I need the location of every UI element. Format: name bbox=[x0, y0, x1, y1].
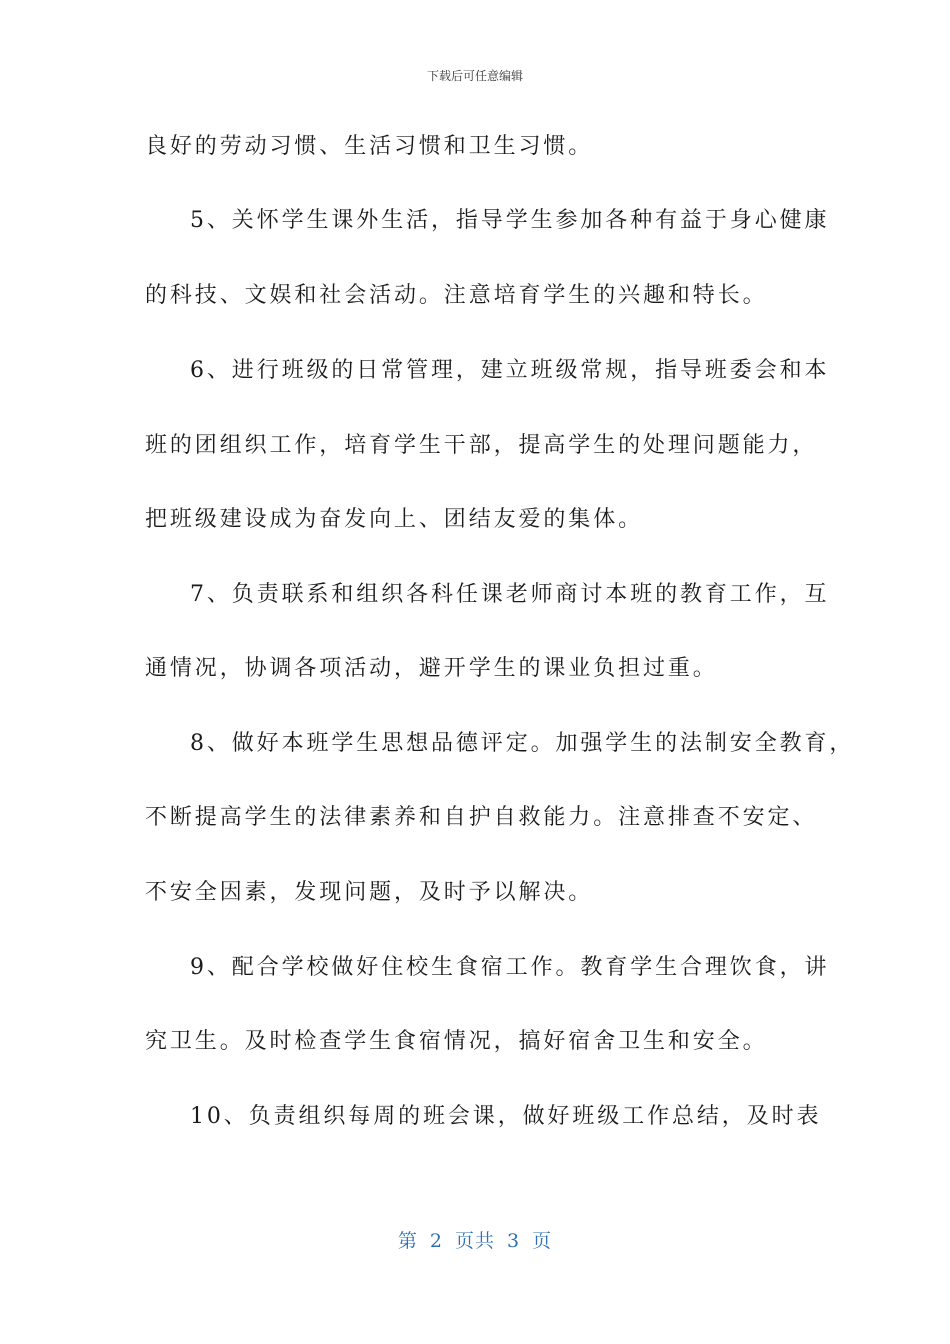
text-line: 良好的劳动习惯、生活习惯和卫生习惯。 bbox=[145, 134, 594, 159]
text-line: 5、关怀学生课外生活，指导学生参加各种有益于身心健康 bbox=[190, 208, 830, 233]
page-header-note: 下载后可任意编辑 bbox=[426, 69, 523, 83]
text-line: 9、配合学校做好住校生食宿工作。教育学生合理饮食，讲 bbox=[190, 955, 830, 980]
text-line: 班的团组织工作，培育学生干部，提高学生的处理问题能力， bbox=[145, 433, 818, 458]
footer-mid: 页共 bbox=[454, 1230, 495, 1252]
text-line: 通情况，协调各项活动，避开学生的课业负担过重。 bbox=[145, 656, 718, 681]
text-line: 不断提高学生的法律素养和自护自救能力。注意排查不安定、 bbox=[145, 805, 818, 830]
footer-prefix: 第 bbox=[397, 1230, 418, 1252]
text-line: 6、进行班级的日常管理，建立班级常规，指导班委会和本 bbox=[190, 358, 830, 383]
footer-suffix: 页 bbox=[532, 1230, 553, 1252]
text-line: 究卫生。及时检查学生食宿情况，搞好宿舍卫生和安全。 bbox=[145, 1029, 768, 1054]
text-line: 把班级建设成为奋发向上、团结友爱的集体。 bbox=[145, 507, 644, 532]
text-line: 7、负责联系和组织各科任课老师商讨本班的教育工作，互 bbox=[190, 582, 830, 607]
text-line: 10、负责组织每周的班会课，做好班级工作总结，及时表 bbox=[190, 1104, 822, 1129]
page-footer bbox=[0, 1226, 950, 1253]
footer-total-pages: 3 bbox=[507, 1230, 521, 1252]
text-line: 8、做好本班学生思想品德评定。加强学生的法制安全教育， bbox=[190, 731, 855, 756]
text-line: 的科技、文娱和社会活动。注意培育学生的兴趣和特长。 bbox=[145, 283, 768, 308]
text-line: 不安全因素，发现问题，及时予以解决。 bbox=[145, 880, 594, 905]
footer-page-number: 2 bbox=[429, 1230, 443, 1252]
